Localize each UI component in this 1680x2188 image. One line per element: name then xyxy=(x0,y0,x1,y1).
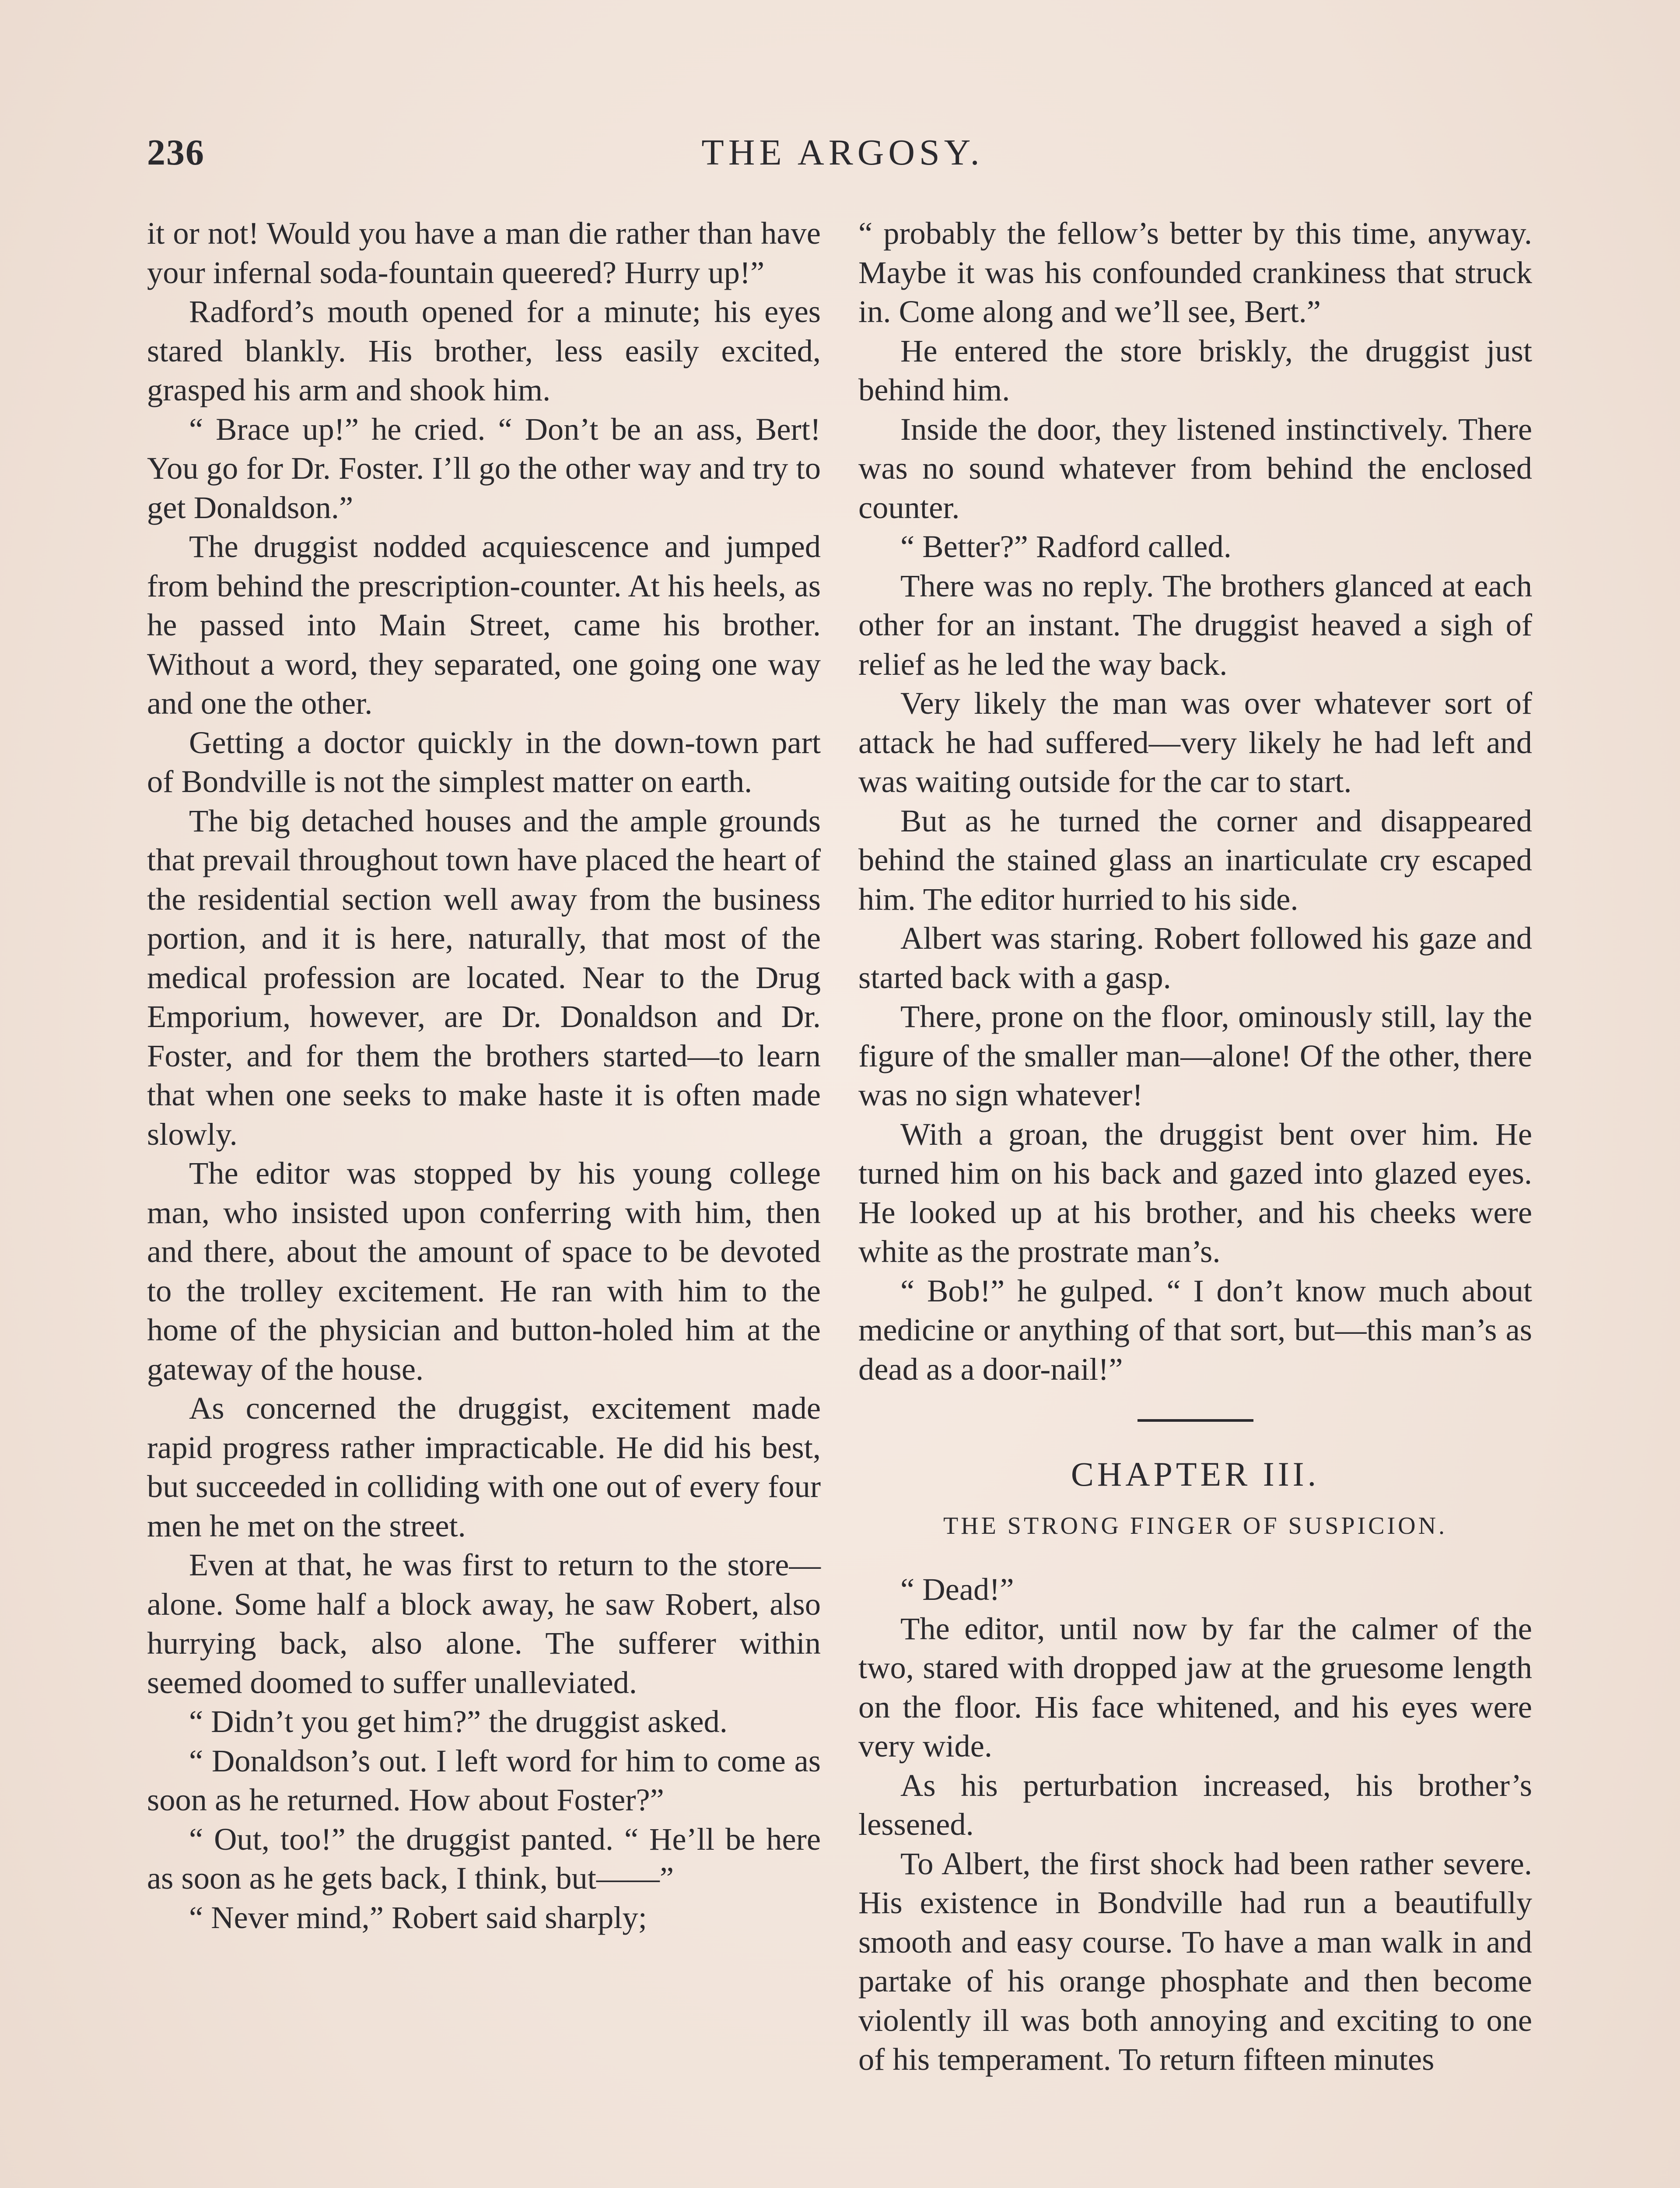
paragraph: “ Didn’t you get him?” the druggist asked. xyxy=(189,1704,728,1739)
paragraph: Very likely the man was over whatever sort of attack he had suffered—very likely he had left and was waiting outside for the car to start. xyxy=(858,685,1532,799)
paragraph: “ Better?” Radford called. xyxy=(900,529,1232,564)
paragraph: Albert was staring. Robert followed his gaze and started back with a gasp. xyxy=(858,920,1532,995)
paragraph: “ Bob!” he gulped. “ I don’t know much about medicine or anything of that sort, but—this man’s as dead as a door-nail!” xyxy=(858,1273,1532,1387)
paragraph: He entered the store briskly, the druggist just behind him. xyxy=(858,333,1532,407)
paragraph: With a groan, the druggist bent over him. He turned him on his back and gazed into glazed eyes. He looked up at his brother, and his cheeks were white as the prostrate man’s. xyxy=(858,1116,1532,1269)
paragraph: The big detached houses and the ample grounds that prevail throughout town have placed the heart of the residential section well away from the business portion, and it is here, naturally, that most of the medical profession are located. Near to the Drug Emporium, however, are Dr. Donaldson and Dr. Foster, and for them the brothers started—to learn that when one seeks to make haste it is often made slowly. xyxy=(147,803,821,1152)
paragraph: it or not! Would you have a man die rather than have your infernal soda-fountain queered? Hurry up!” xyxy=(147,215,821,290)
page-header xyxy=(147,131,1538,179)
paragraph: The editor was stopped by his young college man, who insisted upon conferring with him, then and there, about the amount of space to be devoted to the trolley excitement. He ran with him to the home of the physician and button-holed him at the gateway of the house. xyxy=(147,1155,821,1387)
paragraph: As his perturbation increased, his brother’s lessened. xyxy=(858,1767,1532,1842)
paragraph: Radford’s mouth opened for a minute; his eyes stared blankly. His brother, less easily excited, grasped his arm and shook him. xyxy=(147,294,821,407)
section-divider xyxy=(1138,1419,1253,1422)
paragraph: “ Out, too!” the druggist panted. “ He’ll be here as soon as he gets back, I think, but——” xyxy=(147,1821,821,1896)
paragraph: But as he turned the corner and disappeared behind the stained glass an inarticulate cry escaped him. The editor hurried to his side. xyxy=(858,803,1532,917)
paragraph: “ Brace up!” he cried. “ Don’t be an ass, Bert! You go for Dr. Foster. I’ll go the other way and try to get Donaldson.” xyxy=(147,411,821,525)
paragraph: Inside the door, they listened instinctively. There was no sound whatever from behind the enclosed counter. xyxy=(858,411,1532,525)
paragraph: “ probably the fellow’s better by this time, anyway. Maybe it was his confounded crankiness that struck in. Come along and we’ll see, Bert.” xyxy=(858,215,1532,329)
paragraph: There was no reply. The brothers glanced at each other for an instant. The druggist heaved a sigh of relief as he led the way back. xyxy=(858,568,1532,682)
paragraph: The editor, until now by far the calmer of the two, stared with dropped jaw at the gruesome length on the floor. His face whitened, and his eyes were very wide. xyxy=(858,1610,1532,1764)
paragraph: “ Never mind,” Robert said sharply; xyxy=(189,1899,647,1935)
paragraph: The druggist nodded acquiescence and jumped from behind the prescription-counter. At his heels, as he passed into Main Street, came his brother. Without a word, they separated, one going one way and one the other. xyxy=(147,529,821,721)
chapter-subtitle: THE STRONG FINGER OF SUSPICION. xyxy=(943,1512,1448,1539)
paragraph: Even at that, he was first to return to the store—alone. Some half a block away, he saw Robert, also hurrying back, also alone. The sufferer within seemed doomed to suffer unalleviated. xyxy=(147,1547,821,1700)
paragraph: “ Dead!” xyxy=(900,1571,1014,1607)
left-column xyxy=(147,214,821,1937)
paragraph: Getting a doctor quickly in the down-town part of Bondville is not the simplest matter on earth. xyxy=(147,724,821,799)
page-number: 236 xyxy=(147,132,205,173)
paragraph: As concerned the druggist, excitement made rapid progress rather impracticable. He did his best, but succeeded in colliding with one out of every four men he met on the street. xyxy=(147,1390,821,1543)
right-column xyxy=(858,214,1532,2079)
paragraph: There, prone on the floor, ominously still, lay the figure of the smaller man—alone! Of the other, there was no sign whatever! xyxy=(858,999,1532,1112)
paragraph: To Albert, the first shock had been rather severe. His existence in Bondville had run a beautifully smooth and easy course. To have a man walk in and partake of his orange phosphate and then become violently ill was both annoying and exciting to one of his temperament. To return fifteen minutes xyxy=(858,1845,1532,2077)
running-head: THE ARGOSY. xyxy=(701,132,984,173)
paragraph: “ Donaldson’s out. I left word for him to come as soon as he returned. How about Foster?” xyxy=(147,1743,821,1817)
chapter-title: CHAPTER III. xyxy=(1071,1455,1320,1493)
